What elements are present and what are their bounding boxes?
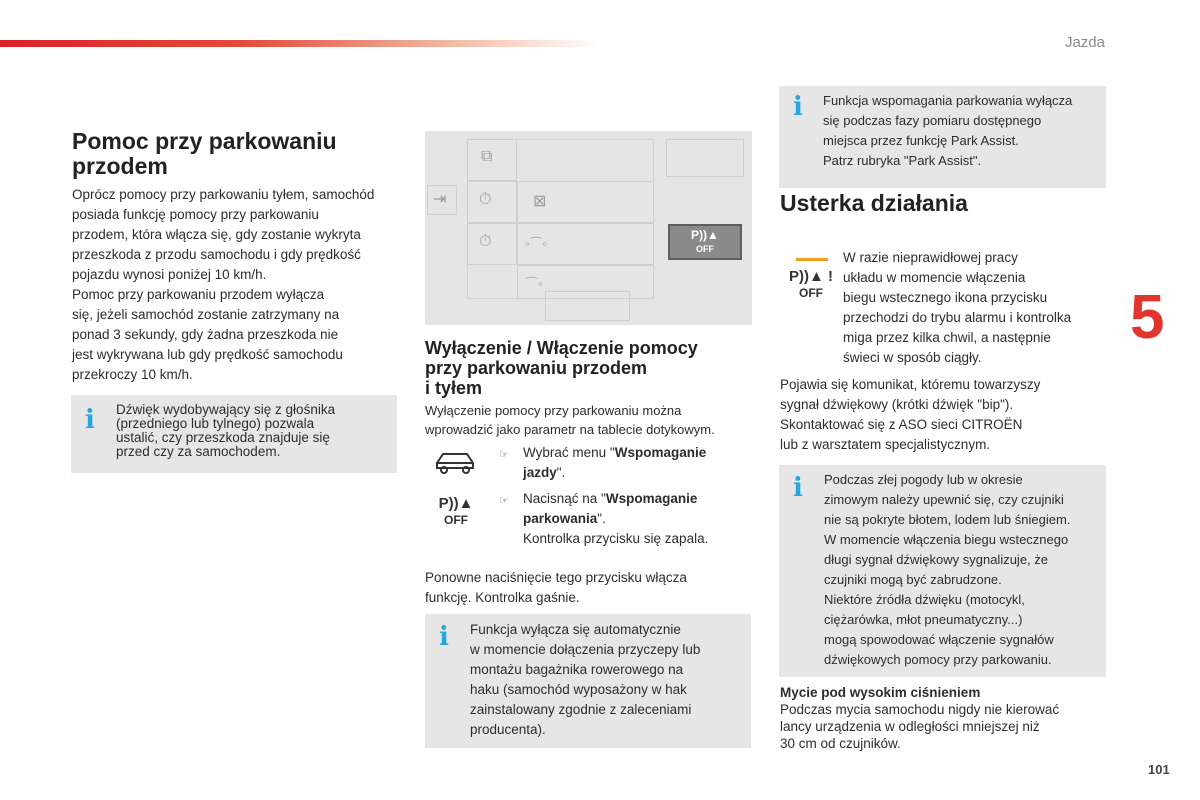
parking-off-icon: P))▲ OFF	[436, 495, 476, 527]
pointer-bullet-icon: ☞	[499, 449, 509, 461]
sign-icon: ⊠	[533, 193, 547, 210]
heading-line: Pomoc przy parkowaniu	[72, 128, 337, 154]
side-button-empty	[666, 139, 744, 177]
text-line: posiada funkcję pomocy przy parkowaniu	[72, 207, 319, 222]
lamp-icon: ⧉	[481, 148, 493, 165]
text-line: układu w momencie włączenia	[843, 270, 1026, 285]
screen-tile	[467, 223, 517, 265]
text-line: Dźwięk wydobywający się z głośnika	[116, 402, 336, 417]
info-box-speaker	[71, 395, 397, 473]
text-line: Ponowne naciśnięcie tego przycisku włącza	[425, 570, 687, 585]
text-line: przeszkoda z przodu samochodu i gdy prędkość	[72, 247, 361, 262]
text-line: ponad 3 sekundy, gdy żadna przeszkoda nie	[72, 327, 339, 342]
info-box-weather	[779, 465, 1106, 677]
icon-p: P	[788, 268, 799, 285]
button-p: P	[691, 228, 700, 242]
text-line: Pojawia się komunikat, któremu towarzyszy	[780, 377, 1041, 392]
step-bold: jazdy	[523, 465, 557, 480]
enter-icon: ⇥	[433, 191, 447, 208]
step-line: Kontrolka przycisku się zapala.	[523, 531, 709, 546]
info-box-park-assist	[779, 86, 1106, 188]
heading-line: Wyłączenie / Włączenie pomocy	[425, 338, 698, 358]
info-icon: i	[85, 405, 95, 435]
pointer-bullet-icon: ☞	[499, 495, 509, 507]
button-off: OFF	[696, 244, 714, 254]
car-assist-icon: ◦⌒◦	[525, 236, 548, 251]
car-menu-icon	[432, 448, 478, 478]
info-icon: i	[793, 92, 803, 122]
parking-off-button: P))▲ OFF	[668, 224, 742, 260]
text-line: dźwiękowych pomocy przy parkowaniu.	[824, 652, 1052, 667]
text-line: Podczas mycia samochodu nigdy nie kierować	[780, 702, 1060, 717]
text-line: funkcję. Kontrolka gaśnie.	[425, 590, 580, 605]
parking-off-alert-icon: P))▲ ! OFF	[788, 268, 833, 300]
text-line: się podczas fazy pomiaru dostępnego	[823, 113, 1042, 128]
text-line: się, jeżeli samochód zostanie zatrzymany na	[72, 307, 340, 322]
text-line: w momencie dołączenia przyczepy lub	[470, 642, 701, 657]
text-line: Oprócz pomocy przy parkowaniu tyłem, samochód	[72, 187, 375, 202]
fault-description	[843, 248, 1108, 368]
text-line: pojazdu wynosi poniżej 10 km/h.	[72, 267, 267, 282]
text-line: (przedniego lub tylnego) pozwala	[116, 416, 315, 431]
car-icon: ⌒◦	[525, 276, 543, 291]
text-line: Podczas złej pogody lub w okresie	[824, 472, 1023, 487]
heading-line: i tyłem	[425, 378, 483, 398]
text-line: przed czy za samochodem.	[116, 444, 281, 459]
text-line: ustalić, czy przeszkoda znajduje się	[116, 430, 330, 445]
text-line: świeci w sposób ciągły.	[843, 350, 982, 365]
text-line: Skontaktować się z ASO sieci CITROËN	[780, 417, 1023, 432]
text-line: mogą spowodować włączenie sygnałów	[824, 632, 1054, 647]
chapter-number: 5	[1130, 283, 1165, 352]
step-press-parking	[523, 489, 753, 549]
fault-title: Usterka działania	[780, 190, 968, 216]
step-select-menu	[523, 443, 753, 483]
timer-icon: ⏱	[479, 233, 492, 250]
icon-off: OFF	[444, 513, 468, 527]
timer-icon: ⏱	[479, 191, 492, 208]
text-line: haku (samochód wyposażony w hak	[470, 682, 687, 697]
disable-intro	[425, 401, 760, 439]
text-line: lancy urządzenia w odległości mniejszej niż	[780, 719, 1040, 734]
text-line: przodem, która włącza się, gdy zostanie wykryta	[72, 227, 361, 242]
text-line: producenta).	[470, 722, 546, 737]
disable-enable-heading	[425, 338, 755, 398]
header-color-bar	[0, 40, 600, 47]
icon-p: P	[438, 495, 449, 512]
step-bold: Wspomaganie	[605, 491, 698, 506]
touchscreen-illustration	[425, 131, 752, 325]
text-line: sygnał dźwiękowy (krótki dźwięk "bip").	[780, 397, 1014, 412]
text-line: Funkcja wspomagania parkowania wyłącza	[823, 93, 1073, 108]
text-line: biegu wstecznego ikona przycisku	[843, 290, 1048, 305]
front-parking-text	[72, 185, 412, 385]
text-line: 30 cm od czujników.	[780, 736, 901, 751]
screen-tile	[467, 181, 517, 223]
fault-heading	[780, 191, 1100, 216]
info-icon: i	[793, 473, 803, 503]
text-line: Patrz rubryka "Park Assist".	[823, 153, 982, 168]
text-line: montażu bagażnika rowerowego na	[470, 662, 684, 677]
page-number: 101	[1148, 762, 1170, 777]
heading-line: przy parkowaniu przodem	[425, 358, 648, 378]
text-line: przechodzi do trybu alarmu i kontrolka	[843, 310, 1072, 325]
info-box-trailer	[425, 614, 751, 748]
text-line: Wyłączenie pomocy przy parkowaniu można	[425, 403, 682, 418]
text-line: czujniki mogą być zabrudzone.	[824, 572, 1002, 587]
step-bold: parkowania	[523, 511, 598, 526]
text-line: ciężarówka, młot pneumatyczny...)	[824, 612, 1023, 627]
text-line: miga przez kilka chwil, a następnie	[843, 330, 1051, 345]
text-line: nie są pokryte błotem, lodem lub śniegiem.	[824, 512, 1071, 527]
screen-tile	[545, 291, 630, 321]
heading-line: przodem	[72, 153, 168, 179]
text-line: wprowadzić jako parametr na tablecie dotykowym.	[425, 422, 715, 437]
text-line: zainstalowany zgodnie z zaleceniami	[470, 702, 692, 717]
text-line: W momencie włączenia biegu wstecznego	[824, 532, 1069, 547]
text-line: miejsca przez funkcję Park Assist.	[823, 133, 1019, 148]
warning-flash-indicator	[796, 258, 828, 261]
reenable-text	[425, 568, 755, 608]
step-post: ".	[597, 511, 606, 526]
icon-off: OFF	[799, 286, 823, 300]
info-icon: i	[439, 622, 449, 652]
step-pre: Wybrać menu "	[523, 445, 615, 460]
fault-message-text	[780, 375, 1110, 455]
step-bold: Wspomaganie	[614, 445, 707, 460]
text-line: przekroczy 10 km/h.	[72, 367, 193, 382]
text-line: Funkcja wyłącza się automatycznie	[470, 622, 681, 637]
text-line: zimowym należy upewnić się, czy czujniki	[824, 492, 1064, 507]
step-post: ".	[556, 465, 566, 480]
front-parking-heading	[72, 129, 412, 179]
step-pre: Nacisnąć na "	[523, 491, 606, 506]
text-line: lub z warsztatem specjalistycznym.	[780, 437, 991, 452]
text-line: Niektóre źródła dźwięku (motocykl,	[824, 592, 1025, 607]
section-title: Jazda	[1064, 34, 1105, 51]
high-pressure-wash	[780, 684, 1110, 752]
wash-title: Mycie pod wysokim ciśnieniem	[780, 685, 981, 700]
text-line: długi sygnał dźwiękowy sygnalizuje, że	[824, 552, 1049, 567]
text-line: Pomoc przy parkowaniu przodem wyłącza	[72, 287, 325, 302]
text-line: jest wykrywana lub gdy prędkość samochodu	[72, 347, 343, 362]
text-line: W razie nieprawidłowej pracy	[843, 250, 1018, 265]
